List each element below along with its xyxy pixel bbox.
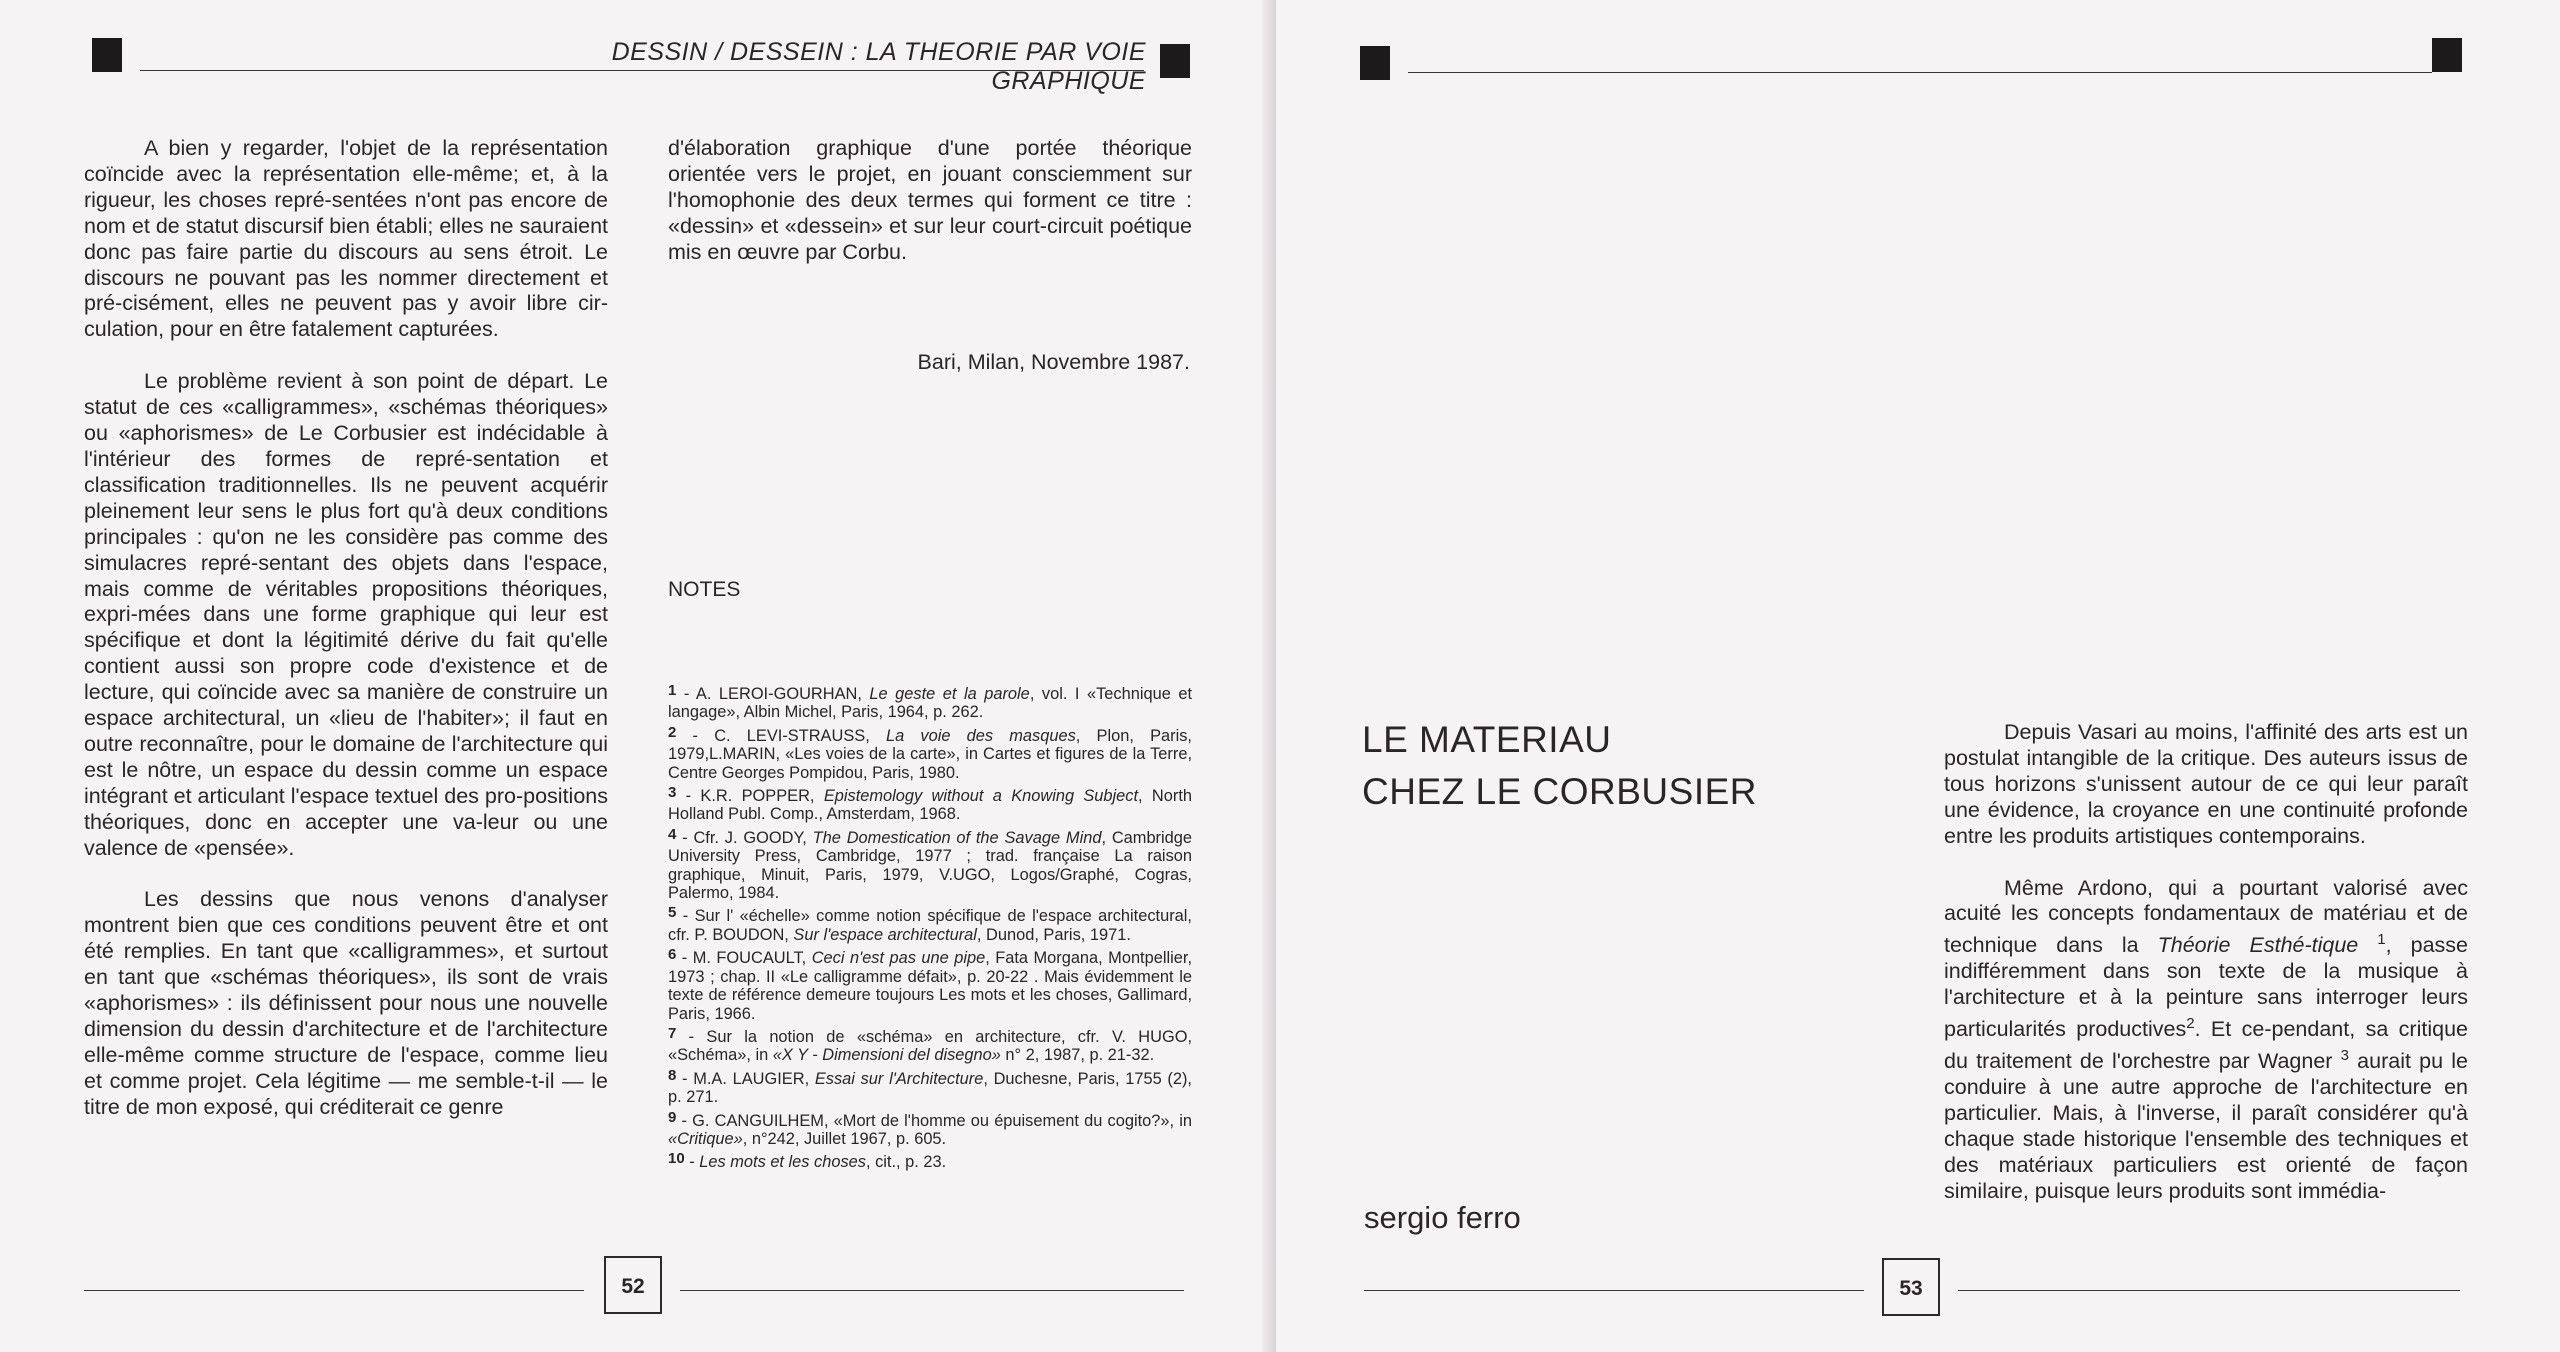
footnote-number: 4 [668,825,677,843]
header-square-right [1160,44,1190,78]
page-number: 53 [1882,1258,1940,1316]
citation-title: Epistemology without a Knowing Subject [823,787,1139,806]
citation-title: Essai sur l'Architecture [814,1069,984,1088]
citation-title: «Critique» [668,1129,743,1148]
citation-title: La voie des masques [885,726,1076,745]
citation-title: The Domestication of the Savage Mind [812,828,1102,847]
citation-title: «X Y - Dimensioni del disegno» [772,1046,1001,1065]
footnote-number: 6 [668,946,677,964]
footer-rule [84,1290,584,1291]
footnote: $^1$ - A. LEROI-GOURHAN, Le geste et la parole, vol. I «Technique et langage», Albin Michel, Paris, 1964, p. 262. [668,682,1192,722]
footnote: $^2$ - C. LEVI-STRAUSS, La voie des masques, Plon, Paris, 1979,L.MARIN, «Les voies de la carte», in Cartes et figures de la Terre, Centre Georges Pompidou, Paris, 1980. [668,723,1192,782]
footnote: $^3$ - K.R. POPPER, Epistemology without a Knowing Subject, North Holland Publ. Comp., Amsterdam, 1968. [668,784,1192,824]
left-page [0,0,1276,1352]
running-head: DESSIN / DESSEIN : LA THEORIE PAR VOIE GRAPHIQUE [611,38,1146,95]
footnote: $^5$ - Sur l' «échelle» comme notion spécifique de l'espace architectural, cfr. P. BOUDON, Sur l'espace architectural, Dunod, Paris, 1971. [668,904,1192,944]
footnote-ref: 3 [2340,1046,2349,1064]
paragraph: Le problème revient à son point de départ. Le statut de ces «calligrammes», «schémas théoriques» ou «aphorismes» de Le Corbusier est indécidable à l'intérieur des formes de repré-sentation et classification traditionnelles. Ils ne peuvent acquérir pleinement leur sens le plus fort qu'à deux conditions principales : qu'on ne les considère pas comme des simulacres repré-sentant des objets dans l'espace, mais comme de véritables propositions théoriques, expri-mées dans une forme graphique qui leur est spécifique et dont la légitimité dérive du fait qu'elle contient aussi son propre code d'existence et de lecture, qui coïncide avec sa manière de construire un espace architectural, un «lieu de l'habiter»; il faut en outre reconnaître, pour le domaine de l'architecture qui est le nôtre, un espace du dessin comme un espace intégrant et articulant l'espace textuel des pro-positions théoriques, donc en accepter une va-leur ou une valence de «pensée». [84,369,608,860]
article-column [1944,720,2468,1204]
right-column [668,136,1192,266]
footnote-number: 7 [668,1024,677,1042]
footnote-number: 5 [668,904,677,922]
footnote-number: 3 [668,784,677,802]
page-number: 52 [604,1256,662,1314]
citation-title: Les mots et les choses [699,1153,866,1172]
paragraph: A bien y regarder, l'objet de la représentation coïncide avec la représentation elle-même; et, à la rigueur, les choses repré-sentées n'ont pas encore de nom et de statut discursif bien établi; elles ne sauraient donc pas faire partie du discours au sens étroit. Le discours ne pouvant pas les nommer directement et pré-cisément, elles ne peuvent pas y avoir libre cir-culation, pour en être fatalement capturées. [84,136,608,342]
footnote: $^9$ - G. CANGUILHEM, «Mort de l'homme ou épuisement du cogito?», in «Critique», n°242, Juillet 1967, p. 605. [668,1108,1192,1148]
footnote-number: 8 [668,1066,677,1084]
footnote-number: 1 [668,682,677,699]
paragraph: d'élaboration graphique d'une portée théorique orientée vers le projet, en jouant consciemment sur l'homophonie des deux termes qui forment ce titre : «dessin» et «dessein» et sur leur court-circuit poétique mis en œuvre par Corbu. [668,136,1192,264]
footer-rule [680,1290,1184,1291]
citation-title: Le geste et la parole [869,685,1030,703]
title-line: CHEZ LE CORBUSIER [1362,771,1758,812]
notes-list [668,682,1192,1174]
signoff: Bari, Milan, Novembre 1987. [917,350,1190,374]
footnote: $^{10}$ - Les mots et les choses, cit., p. 23. [668,1150,947,1172]
footnote: $^6$ - M. FOUCAULT, Ceci n'est pas une pipe, Fata Morgana, Montpellier, 1973 ; chap. II «Le calligramme défait», p. 20-22 . Mais évidemment le texte de référence demeure toujours Les mots et les choses, Gallimard, Paris, 1966. [668,946,1192,1023]
footnote-number: 2 [668,723,677,741]
header-square-right [2432,38,2462,72]
citation-title: Ceci n'est pas une pipe [811,949,986,968]
footnote: $^7$ - Sur la notion de «schéma» en architecture, cfr. V. HUGO, «Schéma», in «X Y - Dimensioni del disegno» n° 2, 1987, p. 21-32. [668,1024,1192,1065]
footnote-ref: 1 [2377,931,2386,949]
book-title: Théorie Esthé-tique [2157,933,2359,958]
paragraph: Les dessins que nous venons d'analyser montrent bien que ces conditions peuvent être et ont été remplies. En tant que «calligrammes», et surtout en tant que «schémas théoriques», ils sont de vrais «aphorismes» : ils définissent pour nous une nouvelle dimension du dessin d'architecture et de l'architecture elle-même comme structure de l'espace, comme lieu et comme projet. Cela légitime — me semble-t-il — le titre de mon exposé, qui créditerait ce genre [84,887,608,1119]
notes-heading: NOTES [668,578,741,601]
footer-rule [1958,1290,2460,1291]
title-line: LE MATERIAU [1362,719,1612,760]
footnote-number: 9 [668,1108,677,1126]
article-title [1362,714,1757,818]
footer-rule [1364,1290,1864,1291]
paragraph: Depuis Vasari au moins, l'affinité des arts est un postulat intangible de la critique. Des auteurs issus de tous horizons s'unissent autour de ce qui leur paraît une évidence, la croyance en une continuité profonde entre les produits artistiques contemporains. [1944,720,2468,848]
paragraph: Même Ardono, qui a pourtant valorisé avec acuité les concepts fondamentaux de matériau et de technique dans la Théorie Esthé-tique $^1$, passe indifféremment dans son texte de la musique à l'architecture et à la peinture sans interroger leurs particularités productives$^2$. Et ce-pendant, sa critique du traitement de l'orchestre par Wagner $^3$ aurait pu le conduire à une autre approche de l'architecture en particulier. Mais, à l'inverse, il paraît considérer qu'à chaque stade historique l'ensemble des techniques et des matériaux particuliers est orienté de façon similaire, puisque leurs produits sont immédia- [1944,875,2468,1203]
header-square-left [92,38,122,72]
citation-title: Sur l'espace architectural [793,925,977,944]
footnote-number: 10 [668,1150,685,1168]
footnote-ref: 2 [2186,1015,2195,1033]
author-name: sergio ferro [1364,1200,1521,1235]
header-square-left [1360,46,1390,80]
footnote: $^4$ - Cfr. J. GOODY, The Domestication of the Savage Mind, Cambridge University Press, Cambridge, 1977 ; trad. française La raison graphique, Minuit, Paris, 1979, V.UGO, Logos/Graphé, Cogras, Palermo, 1984. [668,825,1193,903]
left-column [84,136,608,1121]
header-rule [1408,72,2432,73]
footnote: $^8$ - M.A. LAUGIER, Essai sur l'Architecture, Duchesne, Paris, 1755 (2), p. 271. [668,1066,1192,1107]
